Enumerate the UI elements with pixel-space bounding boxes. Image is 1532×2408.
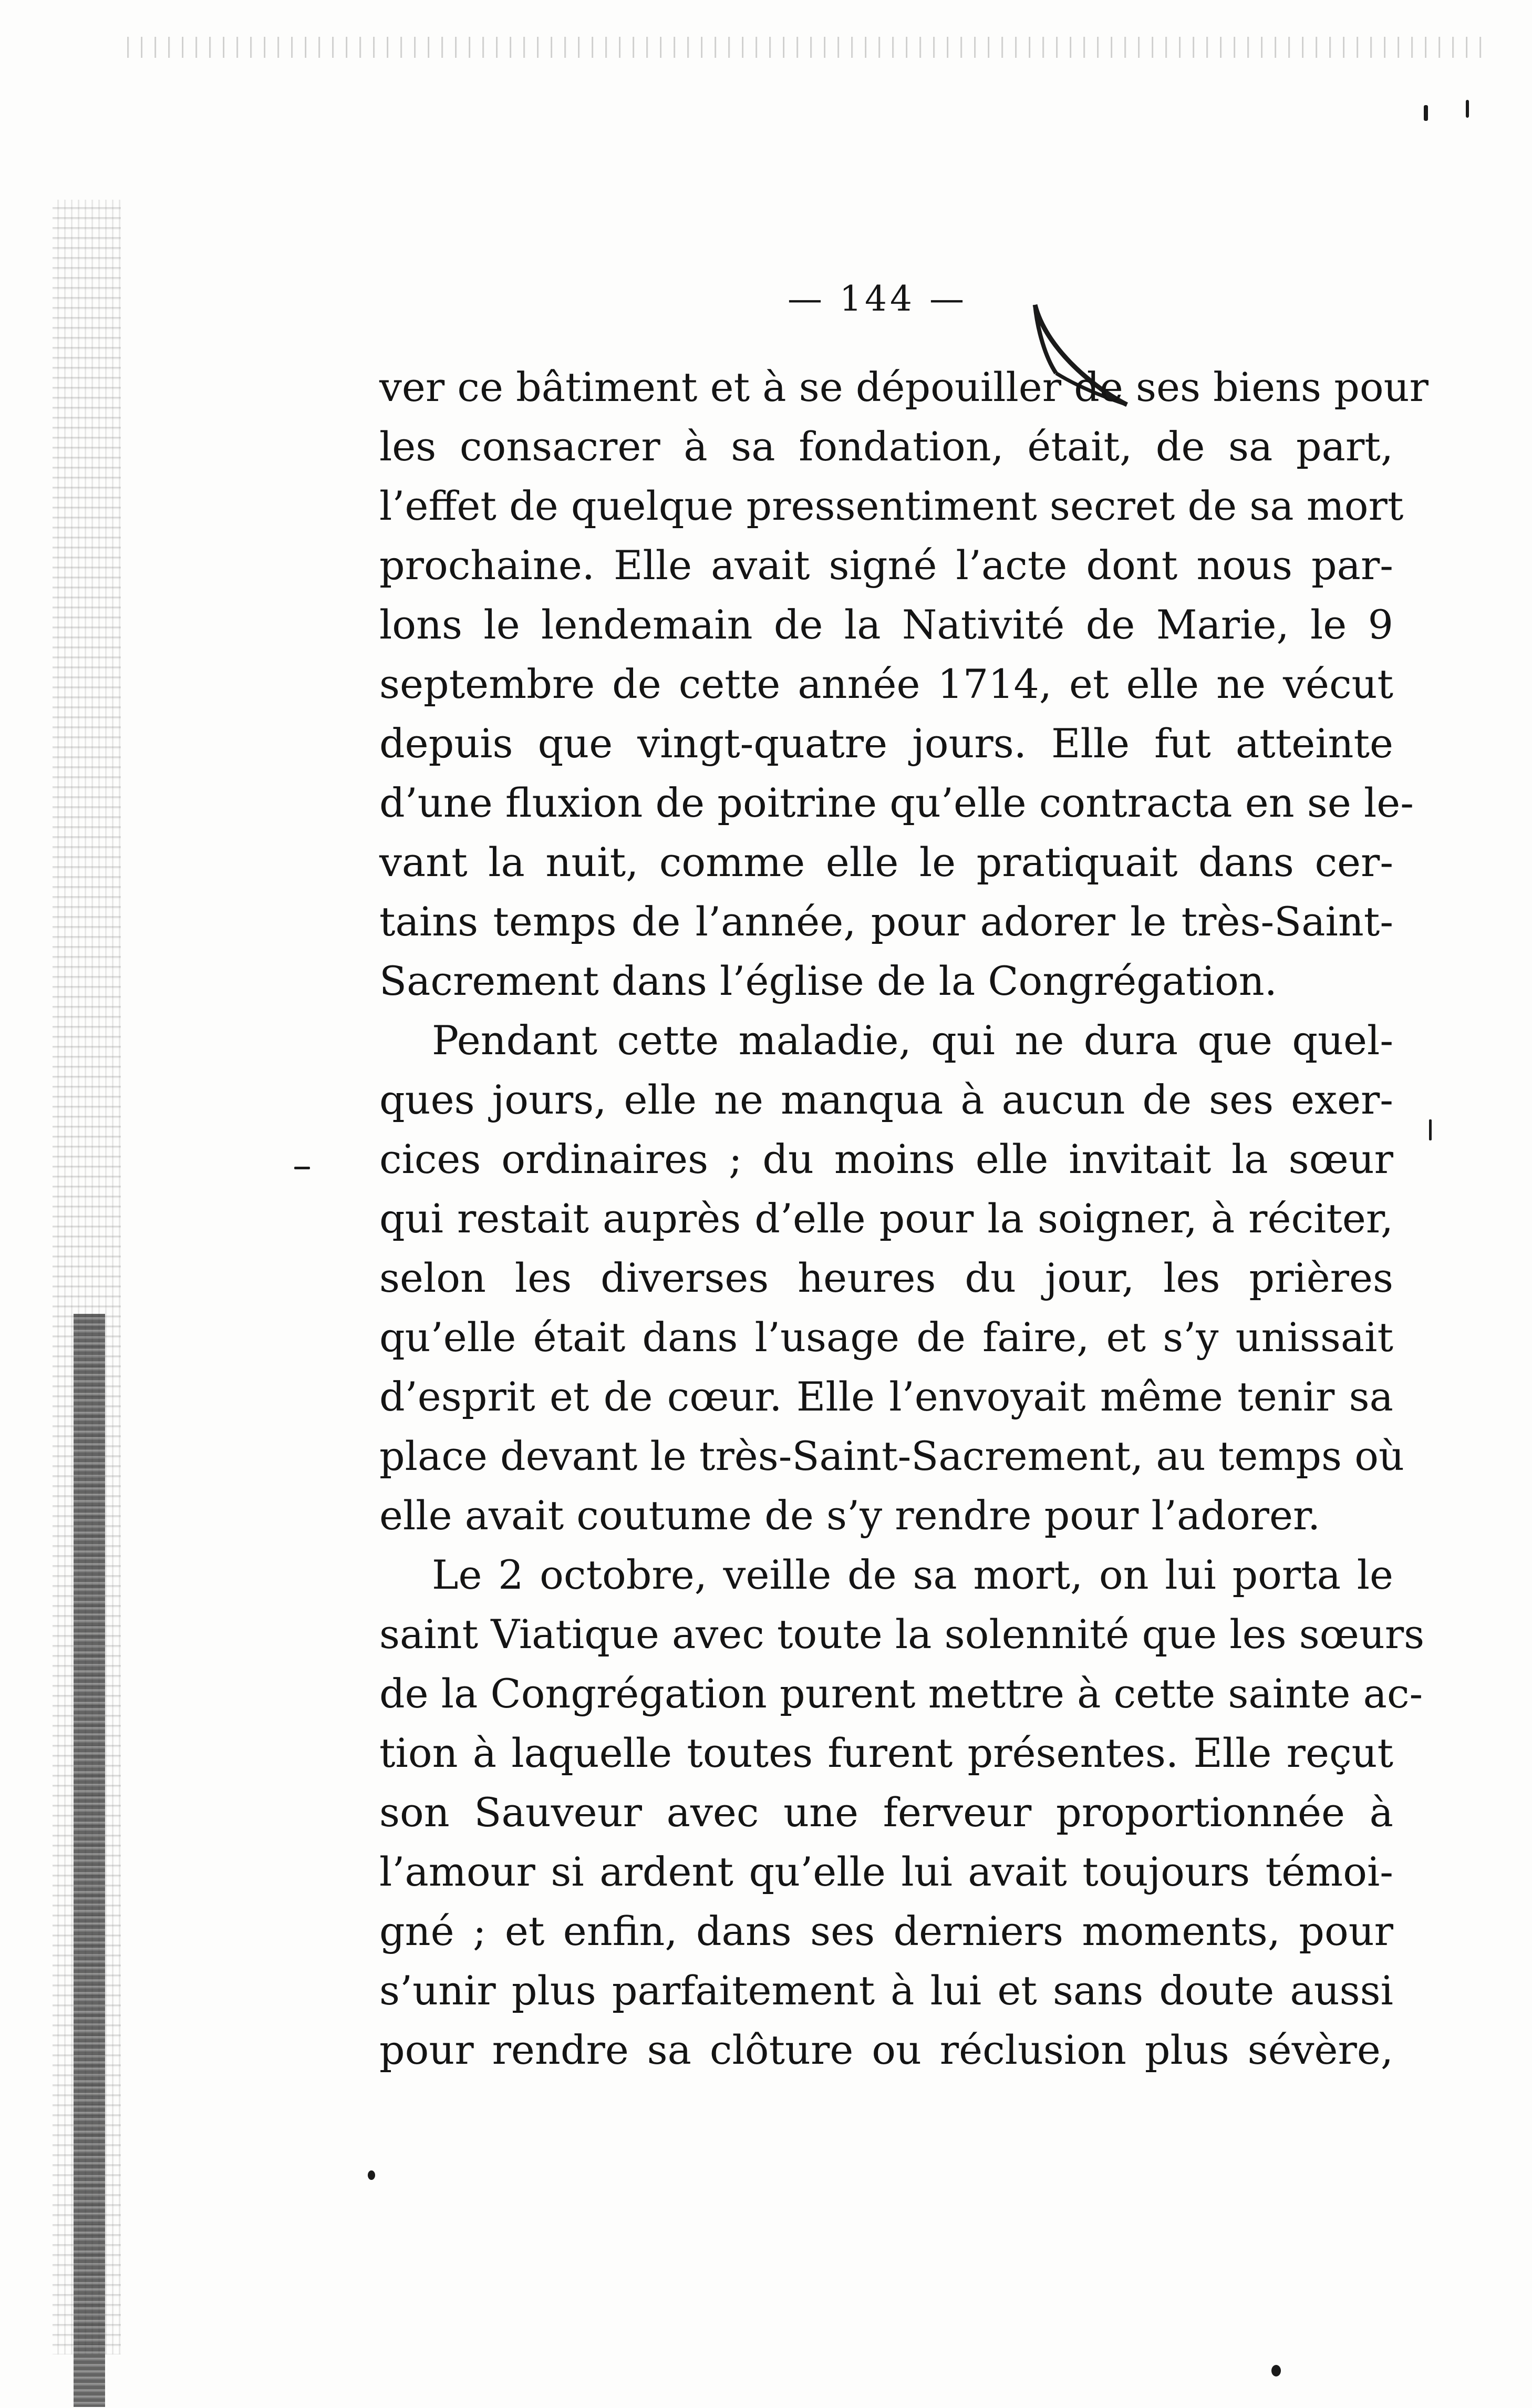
scan-speck: [1466, 100, 1469, 118]
text-line: gné ; et enfin, dans ses derniers moments, pour: [379, 1908, 1393, 1954]
scan-speck: [294, 1167, 310, 1169]
body-text: [379, 357, 1429, 2080]
text-line: de la Congrégation purent mettre à cette sainte ac-: [379, 1670, 1423, 1717]
text-line: selon les diverses heures du jour, les prières: [379, 1254, 1393, 1301]
text-line: les consacrer à sa fondation, était, de sa part,: [379, 423, 1393, 470]
scan-speck: [1424, 105, 1428, 121]
text-line: tion à laquelle toutes furent présentes. Elle reçut: [379, 1730, 1393, 1776]
page-number: — 144 —: [788, 279, 967, 319]
text-line: lons le lendemain de la Nativité de Marie, le 9: [379, 601, 1393, 648]
text-line: cices ordinaires ; du moins elle invitait la sœur: [379, 1136, 1393, 1182]
text-line: l’effet de quelque pressentiment secret de sa mort: [379, 482, 1404, 529]
text-line: Sacrement dans l’église de la Congrégation.: [379, 958, 1277, 1004]
text-line: ques jours, elle ne manqua à aucun de ses exer-: [379, 1076, 1393, 1123]
text-line: tains temps de l’année, pour adorer le très-Saint-: [379, 898, 1393, 945]
text-line: l’amour si ardent qu’elle lui avait toujours témoi-: [379, 1848, 1393, 1895]
text-line: d’une fluxion de poitrine qu’elle contracta en se le-: [379, 779, 1414, 826]
text-line: vant la nuit, comme elle le pratiquait dans cer-: [379, 839, 1393, 886]
text-line: prochaine. Elle avait signé l’acte dont nous par-: [379, 542, 1393, 589]
text-line: qui restait auprès d’elle pour la soigner, à réciter,: [379, 1195, 1393, 1242]
text-line: Pendant cette maladie, qui ne dura que quel-: [432, 1017, 1393, 1064]
scan-speck: [1271, 2365, 1281, 2376]
text-line: pour rendre sa clôture ou réclusion plus sévère,: [379, 2026, 1393, 2073]
text-line: s’unir plus parfaitement à lui et sans doute aussi: [379, 1967, 1393, 2014]
text-line: saint Viatique avec toute la solennité que les sœurs: [379, 1611, 1425, 1658]
scan-top-edge: [116, 37, 1482, 58]
text-line: d’esprit et de cœur. Elle l’envoyait même tenir sa: [379, 1373, 1393, 1420]
text-line: elle avait coutume de s’y rendre pour l’adorer.: [379, 1492, 1321, 1539]
text-line: depuis que vingt-quatre jours. Elle fut atteinte: [379, 720, 1393, 767]
text-line: ver ce bâtiment et à se dépouiller de ses biens pour: [379, 364, 1429, 410]
text-line: Le 2 octobre, veille de sa mort, on lui porta le: [432, 1551, 1393, 1598]
text-line: septembre de cette année 1714, et elle ne vécut: [379, 661, 1393, 707]
text-line: qu’elle était dans l’usage de faire, et s’y unissait: [379, 1314, 1393, 1361]
scan-speck: [1429, 1119, 1432, 1140]
scan-binding-shadow: [74, 1314, 105, 2407]
text-line: place devant le très-Saint-Sacrement, au temps où: [379, 1433, 1404, 1479]
text-line: son Sauveur avec une ferveur proportionnée à: [379, 1789, 1393, 1836]
scan-speck: [368, 2170, 375, 2180]
